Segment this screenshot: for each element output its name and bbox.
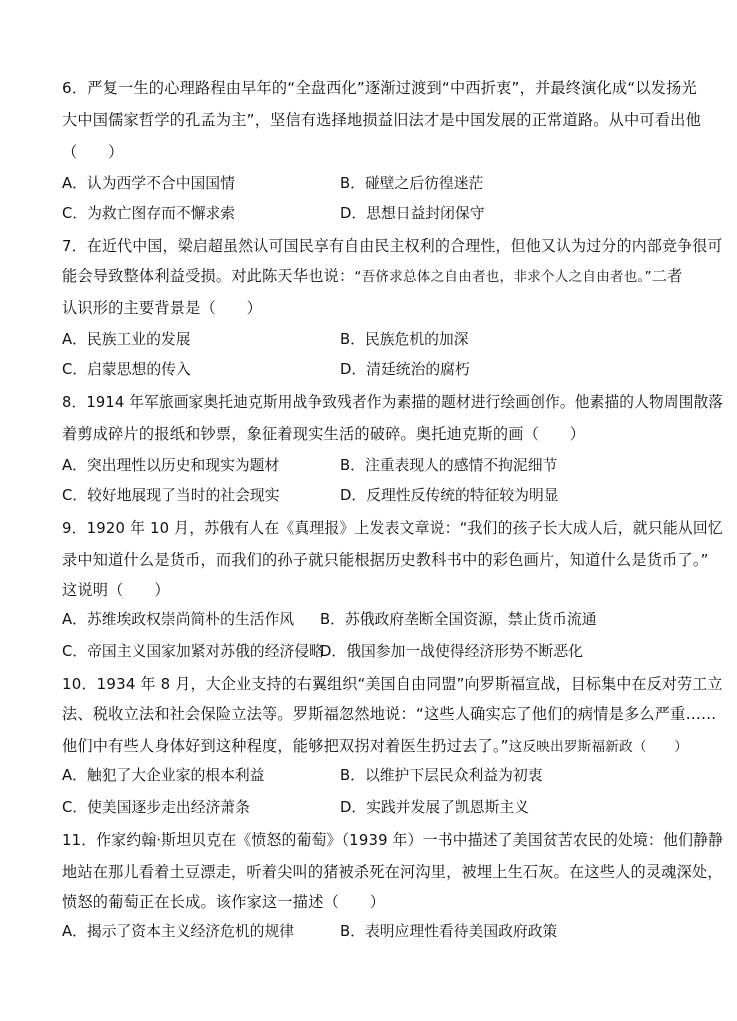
q6-option-b: B．碰壁之后彷徨迷茫 [340, 175, 484, 192]
q11-line-2: 地站在那儿看着土豆漂走，听着尖叫的猪被杀死在河沟里，被埋上生石灰。在这些人的灵魂深处， [62, 863, 723, 881]
q8-option-d: D．反理性反传统的特征较为明显 [340, 487, 559, 504]
q10-option-a: A．触犯了大企业家的根本利益 [62, 767, 265, 784]
q9-line-2: 录中知道什么是货币，而我们的孙子就只能根据历史教科书中的彩色画片，知道什么是货币了。” [62, 551, 709, 569]
q10-line-3-tail: 这反映出罗斯福新政（ ） [508, 739, 689, 755]
q6-line-2: 大中国儒家哲学的孔孟为主”，坚信有选择地损益旧法才是中国发展的正常道路。从中可看出他 [62, 111, 701, 129]
q7-option-c: C．启蒙思想的传入 [62, 361, 191, 378]
q11-option-b: B．表明应理性看待美国政府政策 [340, 923, 558, 940]
q11-line-3: 愤怒的葡萄正在长成。该作家这一描述（ ） [62, 893, 386, 911]
q6-option-d: D．思想日益封闭保守 [340, 205, 485, 222]
q10-line-1: 10．1934 年 8 月，大企业支持的右翼组织“美国自由同盟”向罗斯福宣战，目标集中在反对劳工立 [62, 675, 723, 693]
q11-line-1: 11．作家约翰·斯坦贝克在《愤怒的葡萄》（1939 年）一书中描述了美国贫苦农民的处境：他们静静 [62, 831, 724, 849]
q7-line-3: 认识形的主要背景是（ ） [62, 299, 263, 317]
q10-line-2: 法、税收立法和社会保险立法等。罗斯福忽然地说：“这些人确实忘了他们的病情是多么严重…… [62, 705, 717, 723]
q7-option-b: B．民族危机的加深 [340, 331, 469, 348]
q9-option-a: A．苏维埃政权崇尚简朴的生活作风 [62, 611, 295, 628]
q8-option-b: B．注重表现人的感情不拘泥细节 [340, 457, 558, 474]
q11-option-a: A．揭示了资本主义经济危机的规律 [62, 923, 295, 940]
q10-option-b: B．以维护下层民众利益为初衷 [340, 767, 543, 784]
q7-line-2-tail: 二者 [651, 267, 683, 285]
q10-option-d: D．实践并发展了凯恩斯主义 [340, 799, 529, 816]
q6-line-3: （ ） [62, 143, 124, 161]
q7-line-2 [62, 266, 683, 287]
q9-option-b: B．苏俄政府垄断全国资源，禁止货币流通 [320, 611, 597, 628]
q8-option-a: A．突出理性以历史和现实为题材 [62, 457, 280, 474]
q7-line-1: 7．在近代中国，梁启超虽然认可国民享有自由民主权利的合理性，但他又认为过分的内部竞争很可 [62, 237, 723, 255]
q6-line-1: 6．严复一生的心理路程由早年的“全盘西化”逐渐过渡到“中西折衷”，并最终演化成“以发扬光 [62, 79, 697, 97]
q7-line-2-text: 能会导致整体利益受损。对此陈天华也说： [62, 267, 355, 285]
q6-option-a: A．认为西学不合中国国情 [62, 175, 235, 192]
q7-option-a: A．民族工业的发展 [62, 331, 191, 348]
q8-line-1: 8．1914 年军旅画家奥托迪克斯用战争致残者作为素描的题材进行绘画创作。他素描的人物周围散落 [62, 393, 724, 411]
q9-line-3: 这说明（ ） [62, 581, 170, 599]
q7-quote: “吾侪求总体之自由者也，非求个人之自由者也。” [354, 269, 652, 285]
q6-option-c: C．为救亡图存而不懈求索 [62, 205, 236, 222]
q9-option-c: C．帝国主义国家加紧对苏俄的经济侵略 [62, 643, 324, 660]
q7-option-d: D．清廷统治的腐朽 [340, 361, 470, 378]
q10-line-3-text: 他们中有些人身体好到这种程度，能够把双拐对着医生扔过去了。” [62, 737, 509, 755]
q9-line-1: 9．1920 年 10 月，苏俄有人在《真理报》上发表文章说：“我们的孩子长大成人后，就只能从回忆 [62, 519, 723, 537]
q8-option-c: C．较好地展现了当时的社会现实 [62, 487, 280, 504]
q10-option-c: C．使美国逐步走出经济萧条 [62, 799, 250, 816]
q8-line-2: 着剪成碎片的报纸和钞票，象征着现实生活的破碎。奥托迪克斯的画（ ） [62, 425, 586, 443]
q10-line-3 [62, 736, 688, 757]
q9-option-d: D．俄国参加一战使得经济形势不断恶化 [320, 643, 583, 660]
